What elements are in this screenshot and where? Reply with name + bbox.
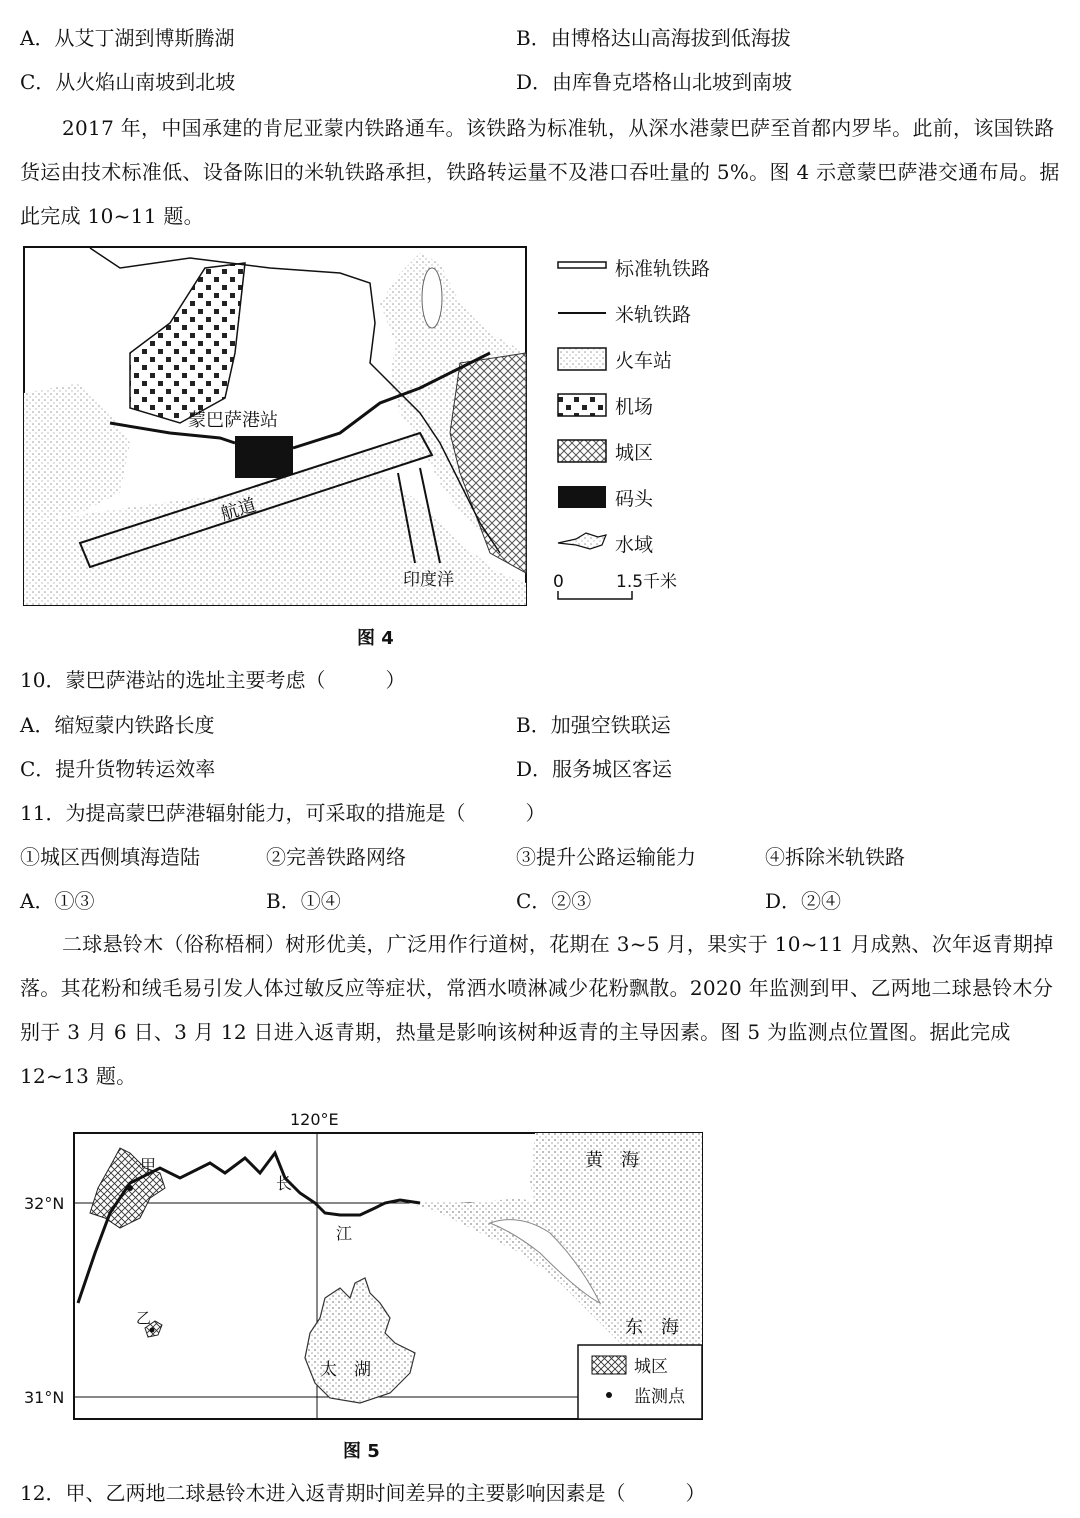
- legend-item-station: [558, 348, 672, 372]
- q10-option-c: C．提升货物转运效率: [20, 757, 216, 781]
- svg-text:水域: 水域: [615, 534, 654, 556]
- q11-measure-4: ④拆除米轨铁路: [765, 845, 905, 869]
- scale-bar: [553, 572, 677, 599]
- legend-item-water: [558, 533, 653, 556]
- figure-5-map: [20, 1103, 720, 1443]
- q12-stem: 12．甲、乙两地二球悬铃木进入返青期时间差异的主要影响因素是（ ）: [20, 1481, 706, 1505]
- jia-label: 甲: [140, 1156, 157, 1175]
- svg-text:0: 0: [553, 572, 564, 592]
- q10-stem: 10．蒙巴萨港站的选址主要考虑（ ）: [20, 668, 406, 692]
- legend-item-airport: [558, 394, 653, 418]
- figure-5-legend: [578, 1345, 702, 1419]
- svg-text:标准轨铁路: 标准轨铁路: [615, 258, 711, 280]
- figure-5-caption: 图 5: [343, 1441, 380, 1462]
- river-label-jiang: 江: [336, 1224, 353, 1243]
- taihu-label: 太 湖: [320, 1360, 371, 1380]
- q9-option-a: A．从艾丁湖到博斯腾湖: [20, 26, 235, 50]
- figure-4-caption: 图 4: [357, 628, 394, 649]
- legend-item-wharf: [558, 486, 654, 510]
- svg-text:城区: 城区: [615, 442, 654, 464]
- lon-120e-label: 120°E: [290, 1110, 339, 1129]
- wharf: [235, 436, 293, 478]
- q10-option-d: D．服务城区客运: [516, 757, 673, 781]
- svg-text:火车站: 火车站: [615, 350, 673, 372]
- svg-text:米轨铁路: 米轨铁路: [615, 304, 692, 326]
- q11-measure-3: ③提升公路运输能力: [516, 845, 696, 869]
- huanghai-label: 黄 海: [585, 1150, 639, 1171]
- q9-option-b: B．由博格达山高海拔到低海拔: [516, 26, 791, 50]
- passage-mombasa: 2017 年，中国承建的肯尼亚蒙内铁路通车。该铁路为标准轨，从深水港蒙巴萨至首都内罗毕。此前，该国铁路货运由技术标准低、设备陈旧的米轨铁路承担，铁路转运量不及港口吞吐量的 5%。图 4 示意蒙巴萨港交通布局。据此完成 10~11 题。: [20, 116, 1060, 228]
- legend-item-city: [558, 440, 653, 464]
- legend-item-metre-railway: [558, 304, 691, 326]
- svg-text:城区: 城区: [634, 1357, 668, 1377]
- q11-option-c: C．②③: [516, 889, 592, 913]
- q10-option-a: A．缩短蒙内铁路长度: [20, 713, 215, 737]
- river-label-chang: 长: [276, 1174, 293, 1193]
- svg-text:监测点: 监测点: [634, 1387, 685, 1407]
- svg-text:机场: 机场: [615, 396, 654, 418]
- lat-32n-label: 32°N: [24, 1194, 65, 1213]
- q11-option-a: A．①③: [20, 889, 95, 913]
- figure-4-map: [20, 243, 720, 613]
- q11-measure-2: ②完善铁路网络: [266, 845, 406, 869]
- q11-stem: 11．为提高蒙巴萨港辐射能力，可采取的措施是（ ）: [20, 801, 546, 825]
- q11-option-b: B．①④: [266, 889, 341, 913]
- svg-text:码头: 码头: [615, 488, 654, 510]
- passage-plane-tree: 二球悬铃木（俗称梧桐）树形优美，广泛用作行道树，花期在 3~5 月，果实于 10~11 月成熟、次年返青期掉落。其花粉和绒毛易引发人体过敏反应等症状，常洒水喷淋减少花粉飘散。2020 年监测到甲、乙两地二球悬铃木分别于 3 月 6 日、3 月 12 日进入返青期，热量是影响该树种返青的主导因素。图 5 为监测点位置图。据此完成 12~13 题。: [20, 932, 1054, 1088]
- yi-label: 乙: [136, 1309, 152, 1327]
- station-label: 蒙巴萨港站: [188, 410, 278, 431]
- q9-option-d: D．由库鲁克塔格山北坡到南坡: [516, 70, 793, 94]
- svg-text:1.5千米: 1.5千米: [616, 572, 678, 592]
- figure-4-legend: [553, 258, 710, 599]
- q11-option-d: D．②④: [765, 889, 842, 913]
- q11-measure-1: ①城区西侧填海造陆: [20, 845, 200, 869]
- q9-option-c: C．从火焰山南坡到北坡: [20, 70, 236, 94]
- channel-label: 航道: [218, 494, 259, 526]
- lat-31n-label: 31°N: [24, 1388, 65, 1407]
- legend-item-standard-railway: [558, 258, 710, 280]
- q10-option-b: B．加强空铁联运: [516, 713, 671, 737]
- ocean-label: 印度洋: [403, 570, 454, 590]
- donghai-label: 东 海: [625, 1317, 679, 1338]
